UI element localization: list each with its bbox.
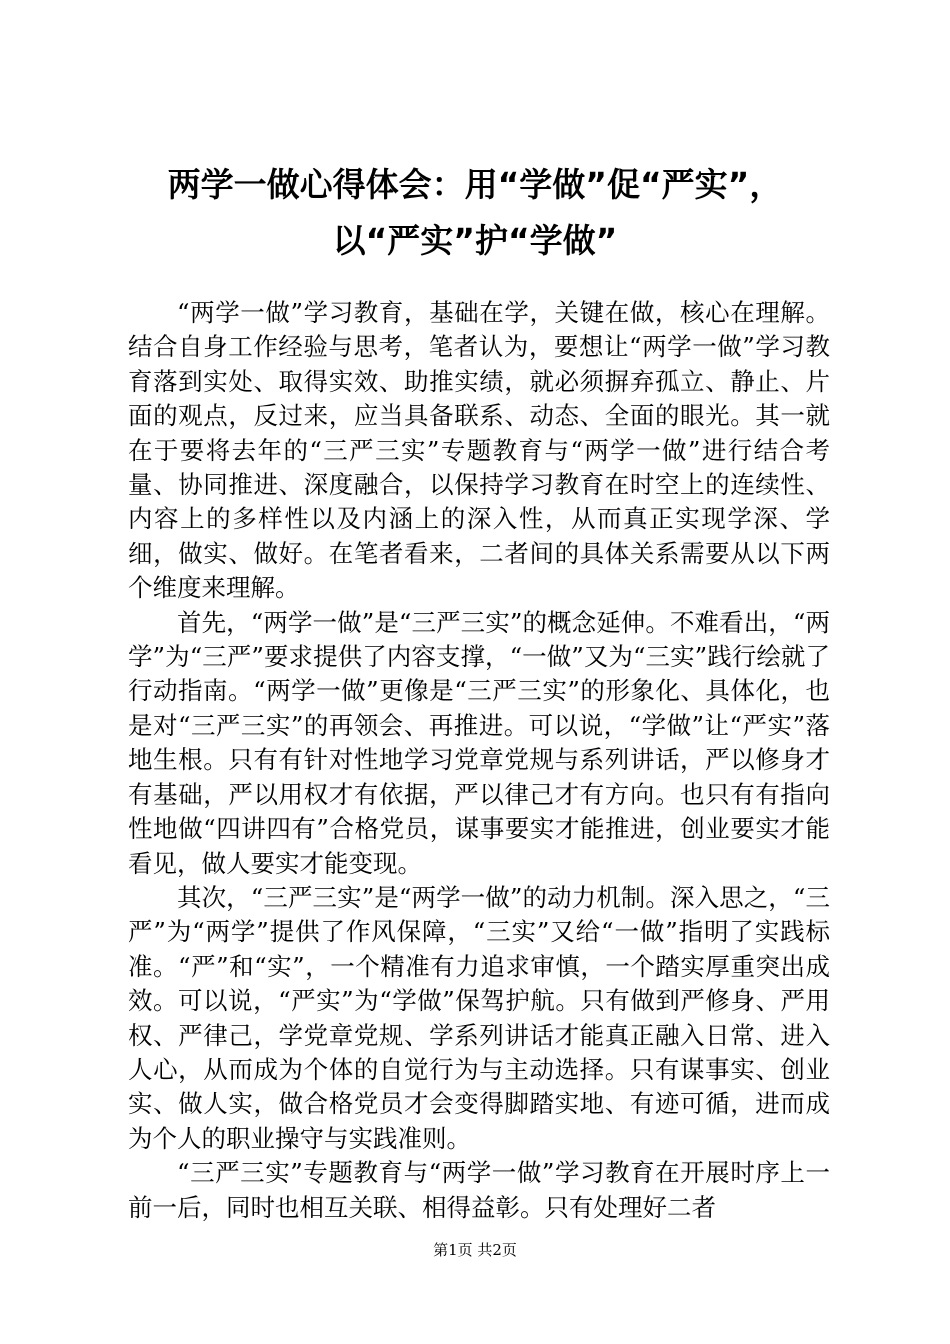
document-title-line-2: 以“严实”护“学做”: [332, 221, 618, 260]
document-title-line-1: 两学一做心得体会：用“学做”促“严实”，: [167, 165, 783, 204]
paragraph-4: “三严三实”专题教育与“两学一做”学习教育在开展时序上一前一后，同时也相互关联、相得益彰。只有处理好二者: [128, 1158, 830, 1222]
page-footer: 第1页 共2页: [433, 1241, 517, 1259]
document-body: [128, 296, 830, 1225]
paragraph-1: “两学一做”学习教育，基础在学，关键在做，核心在理解。结合自身工作经验与思考，笔者认为，要想让“两学一做”学习教育落到实处、取得实效、助推实绩，就必须摒弃孤立、静止、片面的观点，反过来，应当具备联系、动态、全面的眼光。其一就在于要将去年的“三严三实”专题教育与“两学一做”进行结合考量、协同推进、深度融合，以保持学习教育在时空上的连续性、内容上的多样性以及内涵上的深入性，从而真正实现学深、学细，做实、做好。在笔者看来，二者间的具体关系需要从以下两个维度来理解。: [128, 298, 830, 603]
paragraph-2: 首先，“两学一做”是“三严三实”的概念延伸。不难看出，“两学”为“三严”要求提供了内容支撑，“一做”又为“三实”践行绘就了行动指南。“两学一做”更像是“三严三实”的形象化、具体化，也是对“三严三实”的再领会、再推进。可以说，“学做”让“严实”落地生根。只有有针对性地学习党章党规与系列讲话，严以修身才有基础，严以用权才有依据，严以律己才有方向。也只有有指向性地做“四讲四有”合格党员，谋事要实才能推进，创业要实才能看见，做人要实才能变现。: [128, 607, 830, 878]
paragraph-3: 其次，“三严三实”是“两学一做”的动力机制。深入思之，“三严”为“两学”提供了作风保障，“三实”又给“一做”指明了实践标准。“严”和“实”，一个精准有力追求审慎，一个踏实厚重突出成效。可以说，“严实”为“学做”保驾护航。只有做到严修身、严用权、严律己，学党章党规、学系列讲话才能真正融入日常、进入人心，从而成为个体的自觉行为与主动选择。只有谋事实、创业实、做人实，做合格党员才会变得脚踏实地、有迹可循，进而成为个人的职业操守与实践准则。: [128, 882, 830, 1153]
